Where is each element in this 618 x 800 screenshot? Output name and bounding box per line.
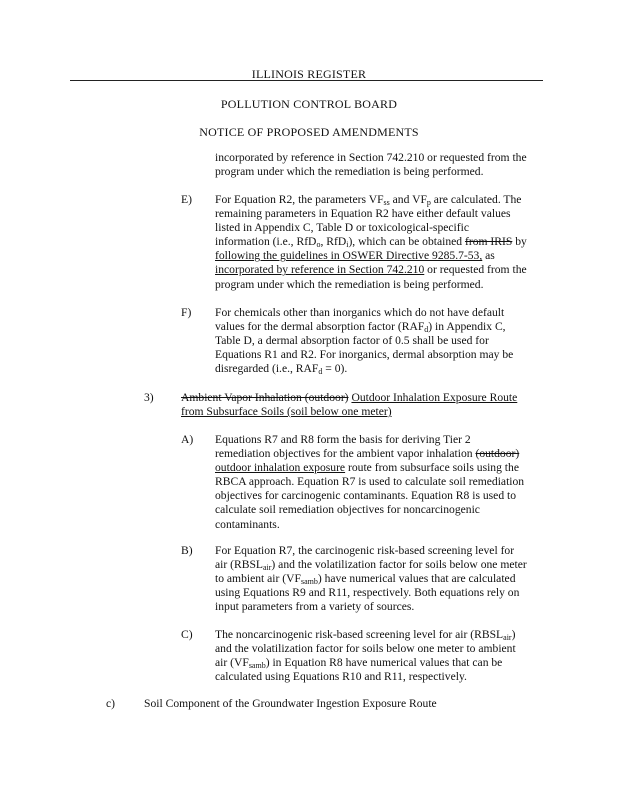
- text-line: to ambient air $(VF_{samb})$ have numerical values that are calculated: [215, 572, 516, 587]
- item-label-small-c: c): [106, 697, 116, 710]
- inserted-text: outdoor inhalation exposure: [215, 461, 346, 475]
- text-line: calculated using Equations R10 and R11, respectively.: [215, 670, 467, 684]
- deleted-text: (outdoor): [475, 447, 520, 461]
- item-label-e: E): [181, 193, 192, 206]
- item-label-c: C): [181, 628, 193, 641]
- deleted-text: Ambient Vapor Inhalation (outdoor): [181, 391, 349, 404]
- text-line: following the guidelines in OSWER Directive 9285.7-53, as: [215, 249, 495, 263]
- inserted-text: following the guidelines in OSWER Directive 9285.7-53,: [215, 249, 483, 263]
- text-line: remediation objectives for the ambient vapor inhalation (outdoor): [215, 447, 520, 461]
- text-line: RBCA approach. Equation R7 is used to calculate soil remediation: [215, 475, 525, 489]
- text-line: Equations R7 and R8 form the basis for deriving Tier 2: [215, 433, 471, 446]
- item-label-3: 3): [144, 391, 154, 404]
- text-line: remaining parameters in Equation R2 have either default values: [215, 207, 511, 221]
- text-line: For chemicals other than inorganics which do not have default: [215, 306, 505, 319]
- item-label-f: F): [181, 306, 192, 319]
- deleted-text: from IRIS: [464, 235, 513, 249]
- text-line: values for the dermal absorption factor $(RAF_d)$ in Appendix C,: [215, 320, 506, 335]
- paragraph-f: [215, 306, 513, 376]
- text-line: objectives for carcinogenic contaminants. Equation R8 is used to: [215, 489, 517, 503]
- text-line: For Equation R2, the parameters $VF_{ss}$ and $VF_p$ are calculated. The: [215, 193, 522, 207]
- continuation-paragraph: [215, 151, 527, 179]
- inserted-text: incorporated by reference in Section 742.210: [215, 263, 425, 277]
- header-rule: [70, 80, 543, 81]
- register-title: ILLINOIS REGISTER: [251, 67, 367, 81]
- paragraph-3: [181, 391, 517, 419]
- text-line: calculate soil remediation objectives for noncarcinogenic: [215, 503, 480, 517]
- text-line: program under which the remediation is being performed.: [215, 277, 484, 291]
- text-line: Table D, a dermal absorption factor of 0.5 shall be used for: [215, 334, 489, 348]
- board-title: POLLUTION CONTROL BOARD: [220, 97, 398, 111]
- item-label-b: B): [181, 544, 193, 557]
- text-line: listed in Appendix C, Table D or toxicological-specific: [215, 221, 469, 235]
- text-line: information (i.e., RfD$_o$, RfD$_i$), which can be obtained from IRIS by: [215, 235, 527, 250]
- text-line: air $(RBSL_{air})$ and the volatilization factor for soils below one meter: [215, 558, 527, 573]
- text-line: incorporated by reference in Section 742.210 or requested from the: [215, 263, 527, 277]
- paragraph-c: [215, 628, 516, 684]
- text-line: Soil Component of the Groundwater Ingestion Exposure Route: [144, 697, 437, 710]
- text-line: disregarded (i.e., $RAF_d = 0$).: [215, 362, 348, 377]
- text-line: [181, 405, 517, 419]
- text-line: [181, 391, 517, 405]
- item-label-a: A): [181, 433, 194, 446]
- text-line: program under which the remediation is being performed.: [215, 165, 484, 179]
- text-line: input parameters from a variety of sources.: [215, 600, 415, 614]
- paragraph-a: [215, 433, 524, 532]
- text-line: Equations R1 and R2. For inorganics, dermal absorption may be: [215, 348, 514, 362]
- text-line: air $(VF_{samb})$ in Equation R8 have numerical values that can be: [215, 656, 503, 671]
- paragraph-b: [215, 544, 527, 614]
- text-line: and the volatilization factor for soils below one meter to ambient: [215, 642, 516, 656]
- text-line: contaminants.: [215, 517, 280, 531]
- inserted-text: Outdoor Inhalation Exposure Route: [351, 391, 518, 404]
- text-line: The noncarcinogenic risk-based screening level for air $(RBSL_{air})$: [215, 628, 516, 642]
- text-line: outdoor inhalation exposure route from subsurface soils using the: [215, 461, 519, 475]
- text-line: using Equations R9 and R11, respectively. Both equations rely on: [215, 586, 520, 600]
- paragraph-e: [215, 193, 527, 292]
- inserted-text: from Subsurface Soils (soil below one meter): [181, 405, 392, 419]
- notice-title: NOTICE OF PROPOSED AMENDMENTS: [199, 125, 419, 139]
- text-line: For Equation R7, the carcinogenic risk-based screening level for: [215, 544, 515, 557]
- text-line: incorporated by reference in Section 742.210 or requested from the: [215, 151, 527, 164]
- paragraph-small-c: [144, 697, 437, 711]
